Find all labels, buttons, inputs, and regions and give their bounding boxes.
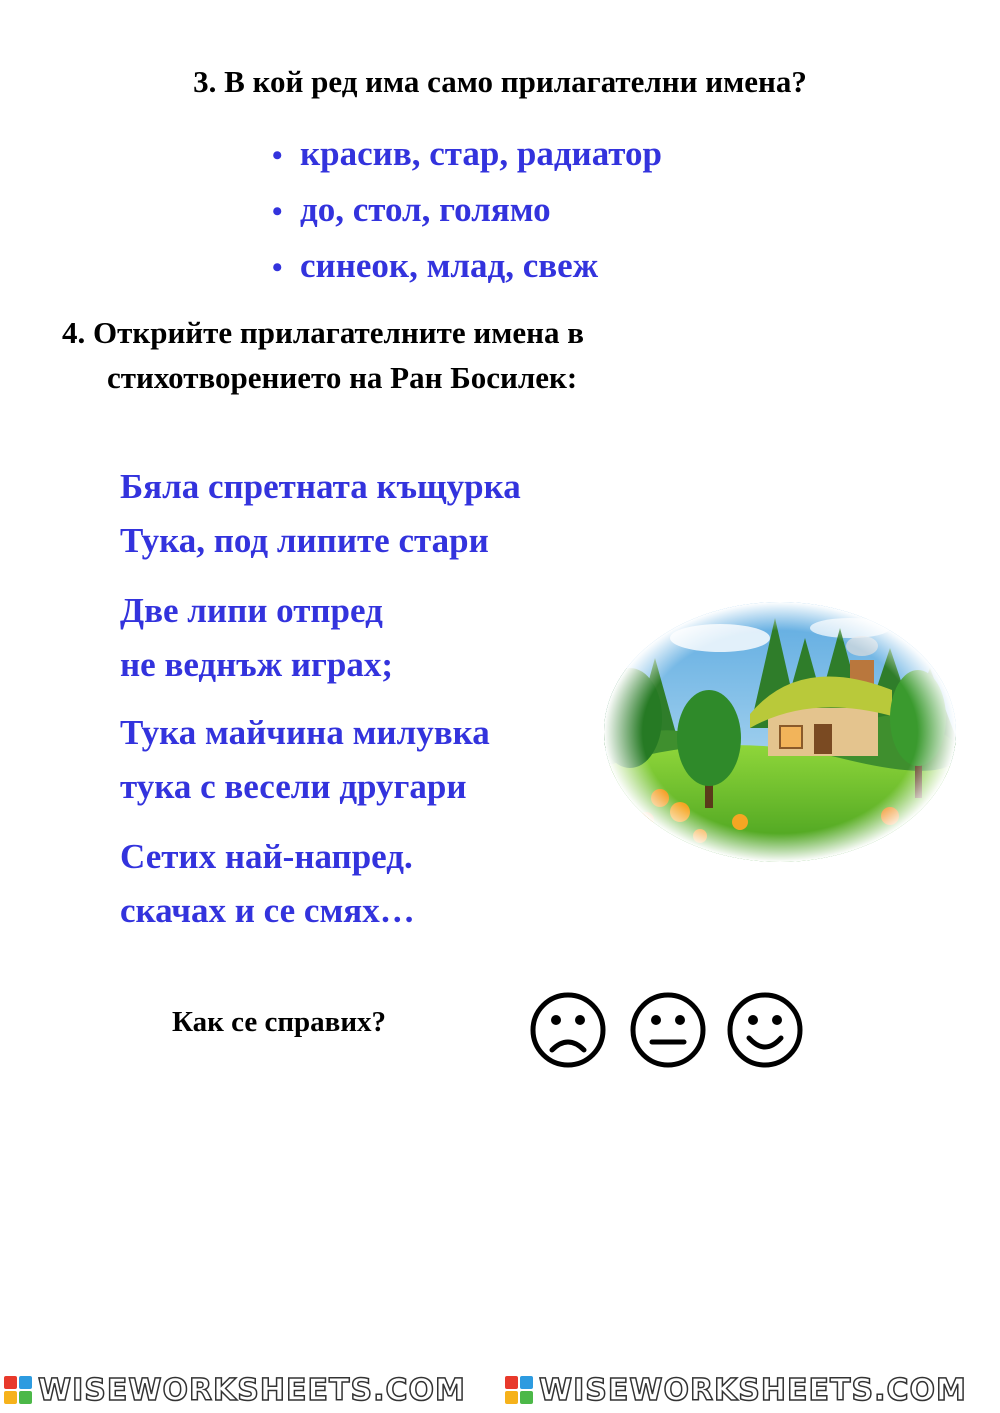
question-4-title-line-1: 4. Открийте прилагателните имена в [62,315,584,350]
cottage-illustration [600,598,960,866]
option-1-text: красив, стар, радиатор [300,134,662,173]
bullet-icon: • [272,251,283,284]
option-2-text: до, стол, голямо [300,190,551,229]
poem-stanza-2 [120,584,393,692]
question-3-options [272,132,662,300]
poem-line[interactable]: Бяла спретната къщурка [120,467,521,506]
poem-line[interactable]: Тука, под липите стари [120,521,489,560]
question-3-title: 3. В кой ред има само прилагателни имена? [193,64,807,99]
bullet-icon: • [272,195,283,228]
bullet-icon: • [272,139,283,172]
poem-line[interactable]: тука с весели другари [120,767,467,806]
option-3-text: синеок, млад, свеж [300,246,599,285]
wise-logo-icon [505,1376,533,1404]
self-assessment-question: Как се справих? [172,1006,387,1038]
sad-face-icon[interactable] [528,990,608,1070]
poem-stanza-4 [120,830,415,938]
watermark-text: WISEWORKSHEETS.COM [38,1372,466,1408]
option-1[interactable] [272,132,662,188]
option-2[interactable] [272,188,662,244]
happy-face-icon[interactable] [725,990,805,1070]
poem-line[interactable]: Две липи отпред [120,591,383,630]
neutral-face-icon[interactable] [628,990,708,1070]
question-4-title-line-2: стихотворението на Ран Босилек: [107,360,578,395]
poem-stanza-1 [120,460,521,568]
poem-line[interactable]: Сетих най-напред. [120,837,413,876]
poem-line[interactable]: Тука майчина милувка [120,713,490,752]
option-3[interactable] [272,244,662,300]
wise-logo-icon [4,1376,32,1404]
poem-line[interactable]: скачах и се смях… [120,891,415,930]
poem-line[interactable]: не веднъж играх; [120,645,394,684]
watermark-right [505,1372,967,1408]
watermark-text: WISEWORKSHEETS.COM [539,1372,967,1408]
poem-stanza-3 [120,706,490,814]
watermark-left [4,1372,466,1408]
